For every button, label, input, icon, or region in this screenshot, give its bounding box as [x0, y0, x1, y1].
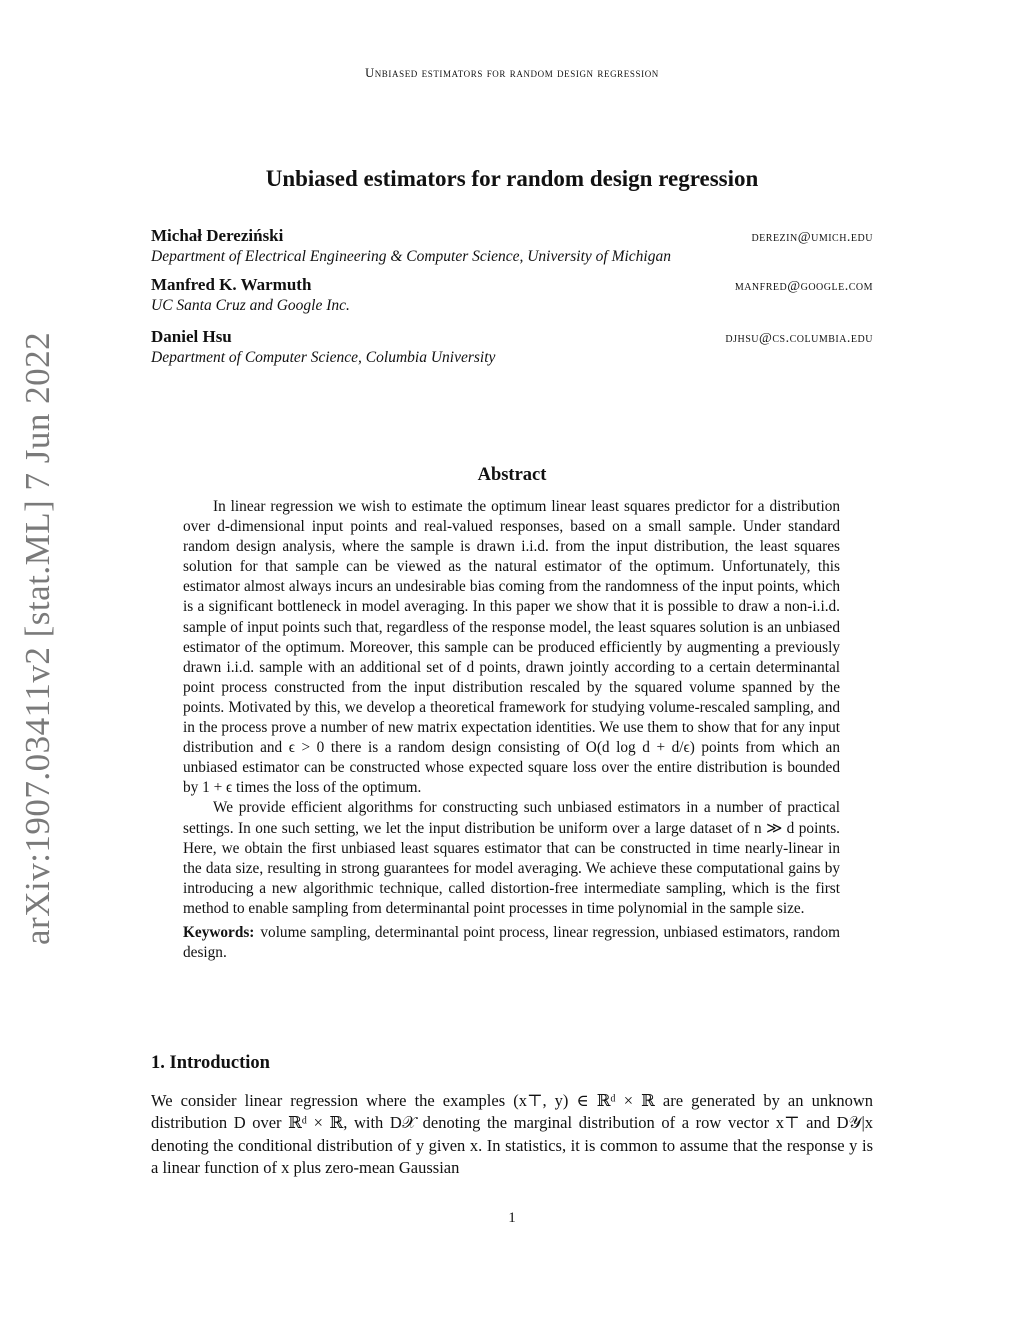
- body-paragraph: We consider linear regression where the examples (x⊤, y) ∈ ℝᵈ × ℝ are generated by an unknown distribution D over ℝᵈ × ℝ, with D𝒳 denoting the marginal distribution of a row vector x⊤ and D𝒴|x denoting the conditional distribution of y given x. In statistics, it is common to assume that the response y is a linear function of x plus zero-mean Gaussian: [151, 1091, 873, 1178]
- keywords-list: volume sampling, determinantal point process, linear regression, unbiased estimators, random design.: [183, 923, 840, 962]
- arxiv-identifier-stamp: arXiv:1907.03411v2 [stat.ML] 7 Jun 2022: [18, 331, 57, 945]
- abstract-paragraph: We provide efficient algorithms for constructing such unbiased estimators in a number of practical settings. In one such setting, we let the input distribution be uniform over a large dataset of n ≫ d points. Here, we obtain the first unbiased least squares estimator that can be constructed in time nearly-linear in the data size, resulting in strong guarantees for model averaging. We achieve these computational gains by introducing a new algorithmic technique, called distortion-free intermediate sampling, which is the first method to enable sampling from determinantal point processes in time polynomial in the sample size.: [183, 799, 840, 917]
- abstract-paragraph: In linear regression we wish to estimate the optimum linear least squares predictor for a distribution over d-dimensional input points and real-valued responses, based on a small sample. Under standard random design analysis, where the sample is drawn i.i.d. from the input distribution, the least squares solution for that sample can be viewed as the natural estimator of the optimum. Unfortunately, this estimator almost always incurs an undesirable bias coming from the randomness of the input points, which is a significant bottleneck in model averaging. In this paper we show that it is possible to draw a non-i.i.d. sample of input points such that, regardless of the response model, the least squares solution is an unbiased estimator of the optimum. Moreover, this sample can be produced efficiently by augmenting a previously drawn i.i.d. sample with an additional set of d points, drawn jointly according to a certain determinantal point process constructed from the input distribution rescaled by the squared volume spanned by the points. Motivated by this, we develop a theoretical framework for studying volume-rescaled sampling, and in the process prove a number of new matrix expectation identities. We use them to show that for any input distribution and ϵ > 0 there is a random design consisting of O(d log d + d/ϵ) points from which an unbiased estimator can be constructed whose expected square loss over the entire distribution is bounded by 1 + ϵ times the loss of the optimum.: [183, 498, 840, 797]
- running-head: Unbiased estimators for random design regression: [365, 66, 659, 80]
- author-name: Manfred K. Warmuth: [151, 275, 312, 294]
- author-affiliation: Department of Electrical Engineering & Computer Science, University of Michigan: [151, 248, 671, 265]
- author-block: [151, 327, 873, 367]
- author-block: [151, 226, 873, 266]
- page-number: 1: [508, 1210, 516, 1226]
- author-affiliation: Department of Computer Science, Columbia University: [151, 349, 496, 366]
- section-body: [151, 1090, 873, 1180]
- author-email: manfred@google.com: [734, 279, 873, 294]
- keywords: [183, 923, 840, 963]
- abstract-heading: Abstract: [477, 465, 547, 485]
- author-name: Daniel Hsu: [151, 327, 232, 346]
- author-affiliation: UC Santa Cruz and Google Inc.: [151, 297, 350, 314]
- author-name: Michał Dereziński: [151, 226, 284, 245]
- keywords-label: Keywords:: [183, 923, 255, 941]
- paper-title: Unbiased estimators for random design regression: [265, 166, 759, 191]
- section-heading: 1. Introduction: [151, 1053, 270, 1073]
- author-email: djhsu@cs.columbia.edu: [725, 331, 873, 346]
- author-email: derezin@umich.edu: [751, 230, 873, 245]
- abstract-body: [183, 497, 840, 963]
- author-block: [151, 275, 873, 315]
